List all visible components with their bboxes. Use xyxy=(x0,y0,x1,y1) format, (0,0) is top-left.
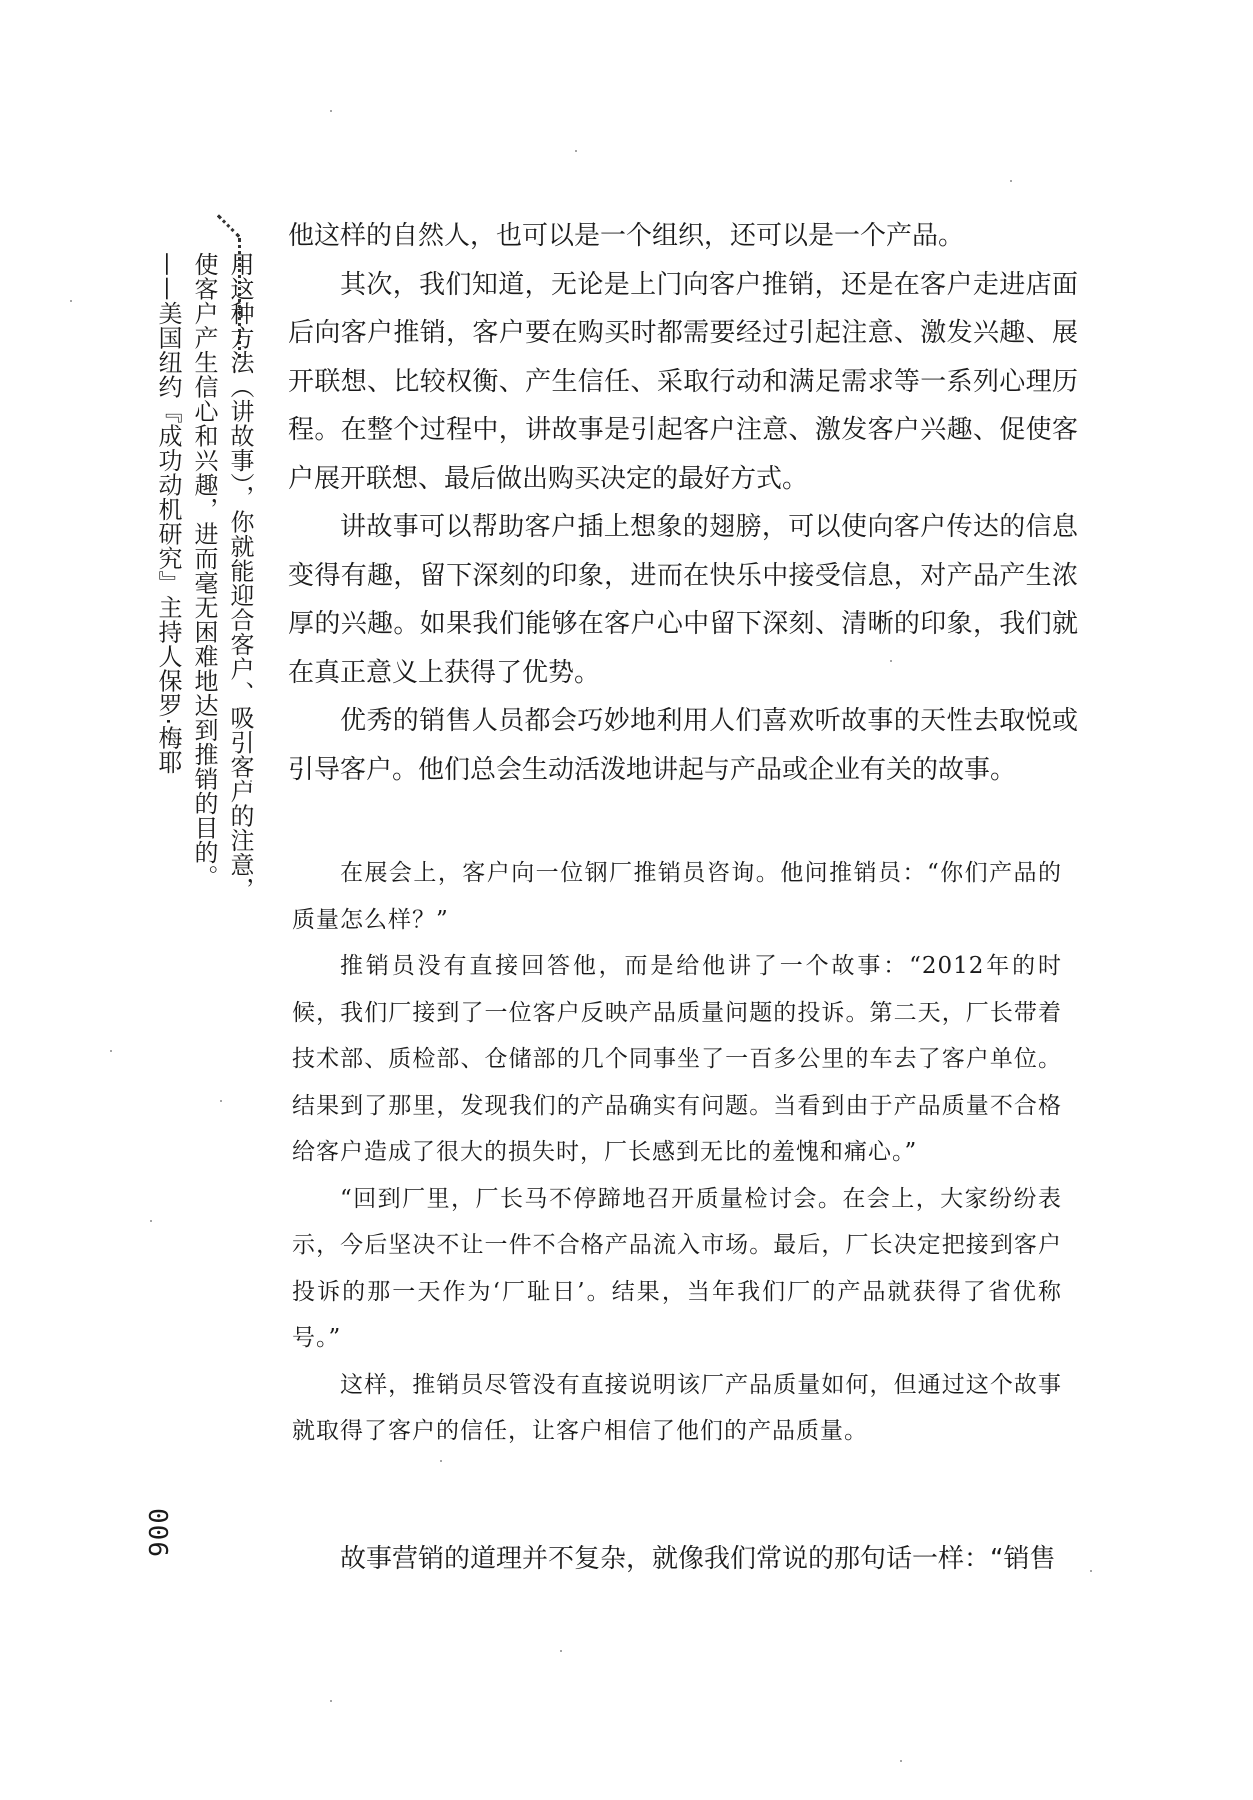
scan-speck xyxy=(220,1100,222,1102)
scan-speck xyxy=(1090,1570,1092,1572)
side-quote-text: 用这种方法（讲故事），你就能迎合客户、吸引客户的注意，使客户产生信心和兴趣，进而毫无困难地达到推销的目的。 xyxy=(190,252,254,902)
body-paragraph-3: 讲故事可以帮助客户插上想象的翅膀，可以使向客户传达的信息变得有趣，留下深刻的印象，进而在快乐中接受信息，对产品产生浓厚的兴趣。如果我们能够在客户心中留下深刻、清晰的印象，我们就在真正意义上获得了优势。 xyxy=(288,512,1078,688)
story-block xyxy=(292,850,1062,1455)
story-paragraph-2: 推销员没有直接回答他，而是给他讲了一个故事：“2012年的时候，我们厂接到了一位客户反映产品质量问题的投诉。第二天，厂长带着技术部、质检部、仓储部的几个同事坐了一百多公里的车去了客户单位。结果到了那里，发现我们的产品确实有问题。当看到由于产品质量不合格给客户造成了很大的损失时，厂长感到无比的羞愧和痛心。” xyxy=(292,953,1062,1165)
scan-speck xyxy=(575,150,577,152)
scan-speck xyxy=(150,1220,152,1222)
scan-speck xyxy=(330,110,332,112)
dotted-bracket-slant xyxy=(217,214,240,237)
scan-speck xyxy=(110,1050,112,1052)
story-paragraph-3: “回到厂里，厂长马不停蹄地召开质量检讨会。在会上，大家纷纷表示，今后坚决不让一件不合格产品流入市场。最后，厂长决定把接到客户投诉的那一天作为‘厂耻日’。结果，当年我们厂的产品就获得了省优称号。” xyxy=(292,1185,1062,1351)
side-quote-attribution: ——美国纽约『成功动机研究』主持人保罗·梅耶 xyxy=(154,252,182,775)
body-paragraph-2: 其次，我们知道，无论是上门向客户推销，还是在客户走进店面后向客户推销，客户要在购买时都需要经过引起注意、激发兴趣、展开联想、比较权衡、产生信任、采取行动和满足需求等一系列心理历程。在整个过程中，讲故事是引起客户注意、激发客户兴趣、促使客户展开联想、最后做出购买决定的最好方式。 xyxy=(288,269,1078,494)
scan-speck xyxy=(900,1760,902,1762)
side-quote xyxy=(150,252,258,912)
scan-speck xyxy=(1010,180,1012,182)
scan-speck xyxy=(330,1700,332,1702)
main-text xyxy=(288,212,1078,794)
body-paragraph-4: 优秀的销售人员都会巧妙地利用人们喜欢听故事的天性去取悦或引导客户。他们总会生动活泼地讲起与产品或企业有关的故事。 xyxy=(288,706,1078,785)
scan-speck xyxy=(70,300,72,302)
scan-speck xyxy=(560,1650,562,1652)
closing-text xyxy=(288,1535,1078,1583)
story-paragraph-4: 这样，推销员尽管没有直接说明该厂产品质量如何，但通过这个故事就取得了客户的信任，让客户相信了他们的产品质量。 xyxy=(292,1371,1062,1444)
body-paragraph-1: 他这样的自然人，也可以是一个组织，还可以是一个产品。 xyxy=(288,221,965,251)
closing-paragraph: 故事营销的道理并不复杂，就像我们常说的那句话一样：“销售 xyxy=(340,1544,1056,1574)
page-number: 006 xyxy=(141,1508,172,1558)
scan-speck xyxy=(440,1460,442,1462)
story-paragraph-1: 在展会上，客户向一位钢厂推销员咨询。他问推销员：“你们产品的质量怎么样？” xyxy=(292,860,1062,933)
